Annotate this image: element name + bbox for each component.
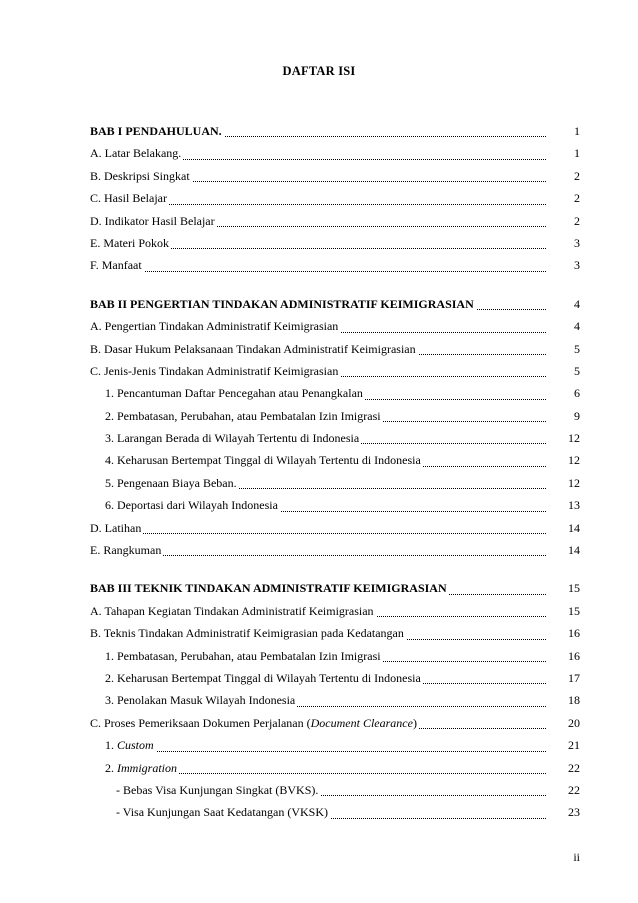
toc-entry-bab-2[interactable] bbox=[90, 293, 580, 315]
toc-entry-page: 12 bbox=[568, 475, 580, 490]
toc-entry-label: 6. Deportasi dari Wilayah Indonesia bbox=[105, 498, 278, 513]
toc-entry[interactable] bbox=[90, 539, 580, 561]
label-text: 2. bbox=[105, 760, 117, 775]
toc-entry-label: D. Indikator Hasil Belajar bbox=[90, 213, 215, 228]
toc-entry-label: BAB I PENDAHULUAN. bbox=[90, 124, 222, 138]
toc-entry-page: 12 bbox=[568, 453, 580, 468]
toc-entry-page: 1 bbox=[574, 146, 580, 161]
toc-entry-page: 23 bbox=[568, 805, 580, 820]
toc-entry-page: 17 bbox=[568, 670, 580, 685]
toc-entry-label: A. Latar Belakang. bbox=[90, 146, 182, 161]
toc-entry-page: 13 bbox=[568, 498, 580, 513]
toc-entry-label bbox=[90, 716, 419, 730]
toc-subentry[interactable] bbox=[90, 645, 580, 667]
toc-subentry[interactable] bbox=[90, 427, 580, 449]
toc-entry[interactable] bbox=[90, 517, 580, 539]
toc-entry-label bbox=[105, 738, 156, 752]
toc-entry[interactable] bbox=[90, 360, 580, 382]
toc-subentry[interactable] bbox=[90, 689, 580, 711]
toc-entry-label: C. Hasil Belajar bbox=[90, 191, 167, 206]
toc-subentry[interactable] bbox=[90, 405, 580, 427]
toc-entry-label: D. Latihan bbox=[90, 520, 142, 535]
toc-entry-page: 18 bbox=[568, 693, 580, 708]
toc-entry-page: 5 bbox=[574, 341, 580, 356]
toc-entry-page: 1 bbox=[574, 124, 580, 138]
toc-entry[interactable] bbox=[90, 254, 580, 276]
toc-subentry[interactable] bbox=[90, 472, 580, 494]
toc-subentry[interactable] bbox=[90, 382, 580, 404]
toc-entry[interactable] bbox=[90, 210, 580, 232]
dot-leader bbox=[105, 751, 546, 752]
toc-entry-page: 15 bbox=[568, 581, 580, 596]
toc-subentry[interactable] bbox=[90, 449, 580, 471]
toc-entry-page: 21 bbox=[568, 738, 580, 753]
toc-entry-label: - Bebas Visa Kunjungan Singkat (BVKS). bbox=[116, 782, 319, 797]
toc-entry-page: 15 bbox=[568, 603, 580, 618]
toc-subsubentry[interactable] bbox=[90, 779, 580, 801]
toc-entry-page: 14 bbox=[568, 520, 580, 535]
toc-entry[interactable] bbox=[90, 187, 580, 209]
toc-entry-page: 3 bbox=[574, 258, 580, 273]
toc-entry-label: BAB II PENGERTIAN TINDAKAN ADMINISTRATIF KEIMIGRASIAN bbox=[90, 296, 474, 311]
toc-entry-label: 2. Keharusan Bertempat Tinggal di Wilayah Tertentu di Indonesia bbox=[105, 670, 421, 685]
toc-entry[interactable] bbox=[90, 315, 580, 337]
toc-entry-label: 1. Pencantuman Daftar Pencegahan atau Penangkalan bbox=[105, 386, 363, 401]
toc-entry[interactable] bbox=[90, 338, 580, 360]
toc-entry[interactable] bbox=[90, 232, 580, 254]
table-of-contents bbox=[90, 120, 580, 824]
toc-entry-page: 20 bbox=[568, 715, 580, 730]
toc-entry-page: 16 bbox=[568, 648, 580, 663]
toc-entry-page: 12 bbox=[568, 431, 580, 446]
toc-entry-page: 14 bbox=[568, 543, 580, 558]
toc-entry-page: 2 bbox=[574, 168, 580, 183]
toc-entry-label: E. Rangkuman bbox=[90, 543, 162, 558]
toc-entry-label: F. Manfaat bbox=[90, 258, 142, 273]
toc-entry-label: E. Materi Pokok bbox=[90, 235, 169, 250]
toc-entry-label: B. Deskripsi Singkat bbox=[90, 168, 190, 183]
toc-entry-page: 16 bbox=[568, 626, 580, 641]
dot-leader bbox=[90, 533, 546, 534]
toc-entry-label: B. Teknis Tindakan Administratif Keimigrasian pada Kedatangan bbox=[90, 626, 404, 641]
toc-entry-label: A. Pengertian Tindakan Administratif Keimigrasian bbox=[90, 319, 339, 334]
toc-entry-page: 2 bbox=[574, 191, 580, 206]
label-text: ) bbox=[412, 715, 417, 730]
label-text: 1. bbox=[105, 738, 117, 753]
toc-subsubentry[interactable] bbox=[90, 801, 580, 823]
toc-entry-page: 3 bbox=[574, 235, 580, 250]
label-italic: Custom bbox=[117, 738, 154, 753]
toc-entry[interactable] bbox=[90, 712, 580, 734]
toc-entry-page: 22 bbox=[568, 760, 580, 775]
toc-entry-page: 22 bbox=[568, 782, 580, 797]
toc-entry-label: C. Jenis-Jenis Tindakan Administratif Keimigrasian bbox=[90, 363, 339, 378]
toc-entry-label: 5. Pengenaan Biaya Beban. bbox=[105, 475, 237, 490]
toc-entry-page: 4 bbox=[574, 296, 580, 311]
toc-entry-label: BAB III TEKNIK TINDAKAN ADMINISTRATIF KEIMIGRASIAN bbox=[90, 581, 447, 596]
toc-entry[interactable] bbox=[90, 165, 580, 187]
label-italic: Immigration bbox=[117, 760, 177, 775]
page-number: ii bbox=[573, 850, 580, 864]
toc-entry[interactable] bbox=[90, 600, 580, 622]
toc-entry-label: 3. Penolakan Masuk Wilayah Indonesia bbox=[105, 693, 296, 708]
toc-entry[interactable] bbox=[90, 622, 580, 644]
toc-subentry[interactable] bbox=[90, 494, 580, 516]
toc-subentry[interactable] bbox=[90, 667, 580, 689]
toc-entry-bab-3[interactable] bbox=[90, 577, 580, 599]
label-text: C. Proses Pemeriksaan Dokumen Perjalanan ( bbox=[90, 715, 311, 730]
dot-leader bbox=[90, 271, 546, 272]
label-italic: Document Clearance bbox=[310, 715, 413, 730]
toc-subentry[interactable] bbox=[90, 757, 580, 779]
toc-subentry[interactable] bbox=[90, 734, 580, 756]
toc-entry-label: 4. Keharusan Bertempat Tinggal di Wilayah Tertentu di Indonesia bbox=[105, 453, 421, 468]
toc-entry-label: 3. Larangan Berada di Wilayah Tertentu di Indonesia bbox=[105, 431, 360, 446]
toc-entry-label: 1. Pembatasan, Perubahan, atau Pembatalan Izin Imigrasi bbox=[105, 648, 381, 663]
toc-entry-label: - Visa Kunjungan Saat Kedatangan (VKSK) bbox=[116, 805, 329, 820]
toc-entry-page: 6 bbox=[574, 386, 580, 401]
toc-entry-label bbox=[105, 761, 179, 775]
toc-entry-page: 4 bbox=[574, 319, 580, 334]
toc-entry-label: 2. Pembatasan, Perubahan, atau Pembatalan Izin Imigrasi bbox=[105, 408, 381, 423]
toc-entry-page: 9 bbox=[574, 408, 580, 423]
toc-entry-bab-1[interactable] bbox=[90, 120, 580, 142]
toc-entry-page: 2 bbox=[574, 213, 580, 228]
toc-entry[interactable] bbox=[90, 142, 580, 164]
toc-entry-label: B. Dasar Hukum Pelaksanaan Tindakan Administratif Keimigrasian bbox=[90, 341, 416, 356]
page-title: DAFTAR ISI bbox=[282, 64, 356, 78]
toc-entry-label: A. Tahapan Kegiatan Tindakan Administratif Keimigrasian bbox=[90, 603, 374, 618]
toc-entry-page: 5 bbox=[574, 363, 580, 378]
